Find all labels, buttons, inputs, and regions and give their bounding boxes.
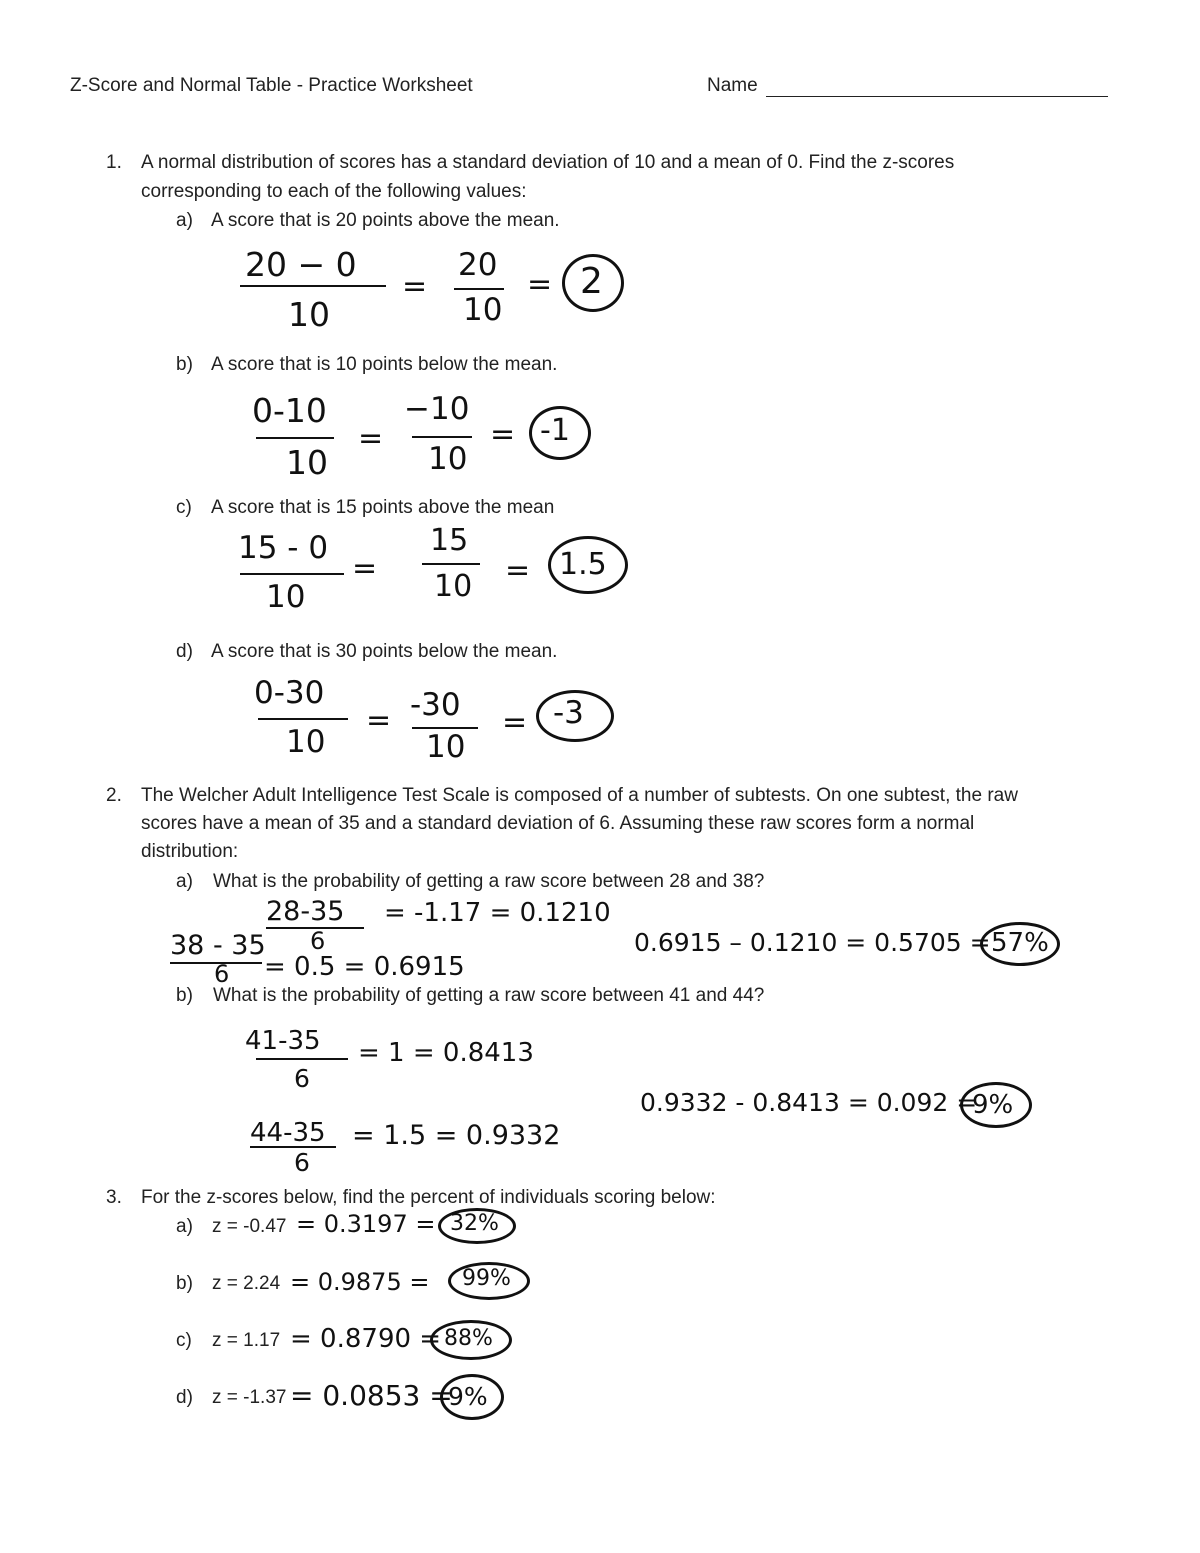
q1-text-line2: corresponding to each of the following values: (141, 181, 527, 202)
q1a-numerator-1: 20 − 0 (245, 245, 357, 284)
q3d-label: d) (176, 1387, 193, 1408)
q2a-result-2: = 0.5 = 0.6915 (264, 952, 465, 982)
q3c-answer: 88% (444, 1326, 493, 1351)
q1d-numerator-2: -30 (410, 687, 461, 723)
q1d-numerator-1: 0-30 (254, 675, 325, 711)
q1d-denominator-2: 10 (426, 729, 466, 765)
q3-text: For the z-scores below, find the percent of individuals scoring below: (141, 1187, 716, 1208)
q2a-numerator-1: 28-35 (266, 896, 345, 927)
q1d-denominator-1: 10 (286, 724, 326, 760)
q2b-denominator-2: 6 (294, 1148, 310, 1177)
q2-text-line1: The Welcher Adult Intelligence Test Scale is composed of a number of subtests. On one subtest, the raw (141, 785, 1018, 806)
q1b-denominator-1: 10 (286, 443, 328, 482)
q2b-text: What is the probability of getting a raw score between 41 and 44? (213, 985, 765, 1006)
q2a-label: a) (176, 871, 193, 892)
q1b-fraction-bar-2 (412, 436, 472, 438)
q1a-equals-2: = (527, 267, 553, 302)
q1c-answer: 1.5 (559, 547, 607, 582)
q2-text-line3: distribution: (141, 841, 239, 862)
q3b-work: = 0.9875 = (290, 1268, 430, 1296)
q1c-denominator-1: 10 (266, 579, 306, 615)
q2b-answer: 9% (972, 1090, 1014, 1120)
q1c-text: A score that is 15 points above the mean (211, 497, 555, 518)
q2a-result-1: = -1.17 = 0.1210 (384, 898, 611, 928)
q1c-equals-1: = (352, 551, 378, 586)
q1c-numerator-2: 15 (430, 523, 469, 558)
q2b-numerator-1: 41-35 (245, 1026, 321, 1056)
q2b-fraction-bar-1 (256, 1058, 348, 1060)
q2a-text: What is the probability of getting a raw score between 28 and 38? (213, 871, 765, 892)
q1c-numerator-1: 15 - 0 (238, 530, 329, 566)
q3a-work: = 0.3197 = (296, 1210, 436, 1238)
q1a-answer: 2 (580, 261, 603, 302)
q1d-equals-1: = (366, 703, 392, 738)
q1d-fraction-bar-1 (258, 718, 348, 720)
q1b-equals-1: = (358, 421, 384, 456)
q1b-fraction-bar-1 (256, 437, 334, 439)
q1-text-line1: A normal distribution of scores has a standard deviation of 10 and a mean of 0. Find the z-scores (141, 152, 955, 173)
q1d-answer: -3 (553, 695, 584, 731)
q3d-answer: 9% (448, 1382, 488, 1411)
q2b-result-1: = 1 = 0.8413 (358, 1038, 534, 1068)
worksheet-title: Z-Score and Normal Table - Practice Worksheet (70, 75, 473, 96)
q1c-fraction-bar-2 (422, 563, 480, 565)
q2b-result-2: = 1.5 = 0.9332 (352, 1120, 561, 1151)
q1b-numerator-2: −10 (404, 391, 470, 427)
q2-text-line2: scores have a mean of 35 and a standard deviation of 6. Assuming these raw scores form a normal (141, 813, 975, 834)
q1b-label: b) (176, 354, 193, 375)
name-field-line[interactable] (766, 96, 1108, 97)
q1d-equals-2: = (502, 705, 528, 740)
q1b-numerator-1: 0-10 (252, 391, 327, 430)
q2b-denominator-1: 6 (294, 1064, 310, 1093)
q3c-label: c) (176, 1330, 192, 1351)
q1-number: 1. (106, 152, 122, 173)
q2b-difference: 0.9332 - 0.8413 = 0.092 = (640, 1088, 978, 1117)
q1d-label: d) (176, 641, 193, 662)
q2a-denominator-1: 6 (310, 927, 326, 955)
q2b-label: b) (176, 985, 193, 1006)
q2a-answer: 57% (991, 928, 1049, 958)
q3a-label: a) (176, 1216, 193, 1237)
q3-number: 3. (106, 1187, 122, 1208)
q3b-z: z = 2.24 (212, 1273, 281, 1294)
q1c-equals-2: = (505, 553, 531, 588)
q2b-fraction-bar-2 (250, 1146, 336, 1148)
q1d-text: A score that is 30 points below the mean. (211, 641, 558, 662)
q1c-denominator-2: 10 (434, 569, 473, 604)
q1a-denominator-1: 10 (288, 295, 330, 334)
q3b-label: b) (176, 1273, 193, 1294)
q3c-z: z = 1.17 (212, 1330, 281, 1351)
q2-number: 2. (106, 785, 122, 806)
q1b-text: A score that is 10 points below the mean. (211, 354, 558, 375)
q2a-difference: 0.6915 – 0.1210 = 0.5705 = (634, 928, 991, 957)
q3d-z: z = -1.37 (212, 1387, 287, 1408)
name-label: Name (707, 75, 758, 96)
q1a-label: a) (176, 210, 193, 231)
q1c-fraction-bar-1 (240, 573, 344, 575)
q2b-numerator-2: 44-35 (250, 1118, 326, 1148)
q3d-work: = 0.0853 = (290, 1379, 453, 1412)
q3a-z: z = -0.47 (212, 1216, 287, 1237)
q3b-answer: 99% (462, 1266, 511, 1291)
q1c-label: c) (176, 497, 192, 518)
q1a-numerator-2: 20 (458, 247, 498, 283)
q1b-equals-2: = (490, 417, 516, 452)
q1b-denominator-2: 10 (428, 441, 468, 477)
q1b-answer: -1 (540, 413, 570, 448)
q3c-work: = 0.8790 = (290, 1324, 442, 1354)
q2a-denominator-2: 6 (214, 960, 230, 988)
q1a-equals-1: = (402, 269, 428, 304)
q3a-answer: 32% (450, 1211, 499, 1236)
q1a-denominator-2: 10 (463, 292, 503, 328)
q1a-text: A score that is 20 points above the mean. (211, 210, 560, 231)
q1a-fraction-bar-2 (454, 288, 504, 290)
q1a-fraction-bar-1 (240, 285, 386, 287)
q2a-numerator-2: 38 - 35 (170, 930, 266, 961)
